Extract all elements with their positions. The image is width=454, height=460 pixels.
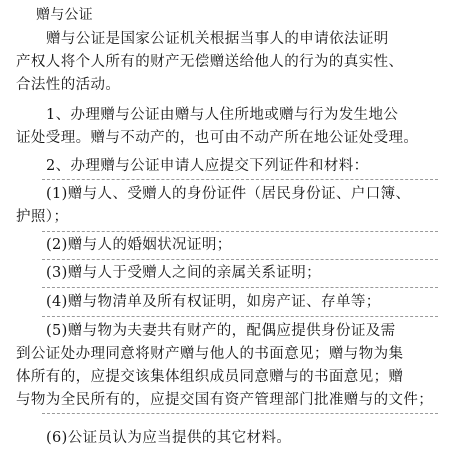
list-item-line: (6)公证员认为应当提供的其它材料。	[46, 430, 292, 446]
list-item-line: (5)赠与物为夫妻共有财产的，配偶应提供身份证及需	[46, 323, 396, 339]
intro-line: 赠与公证是国家公证机关根据当事人的申请依法证明	[46, 31, 389, 47]
list-item-line: 与物为全民所有的，应提交国有资产管理部门批准赠与的文件；	[16, 392, 434, 408]
intro-paragraph	[16, 28, 438, 97]
list-item	[16, 291, 438, 314]
dashed-divider	[42, 259, 438, 260]
list-item	[16, 234, 438, 257]
list-item	[16, 262, 438, 285]
list-item-line: 到公证处办理同意将财产赠与他人的书面意见；赠与物为集	[16, 346, 404, 362]
dashed-divider	[42, 287, 438, 288]
section-paragraph	[16, 104, 438, 150]
list-item	[16, 427, 438, 450]
dashed-divider	[42, 413, 438, 414]
intro-line: 产权人将个人所有的财产无偿赠送给他人的行为的真实性、	[16, 54, 404, 70]
dashed-divider	[42, 179, 438, 180]
section-line: 2、办理赠与公证申请人应提交下列证件和材料：	[46, 158, 369, 174]
section-line: 1、办理赠与公证由赠与人住所地或赠与行为发生地公	[46, 107, 399, 123]
list-item-line: (4)赠与物清单及所有权证明，如房产证、存单等；	[46, 294, 381, 310]
list-item	[16, 320, 438, 412]
section-paragraph	[16, 155, 438, 178]
list-item	[16, 183, 438, 229]
list-item-line: 体所有的，应提交该集体组织成员同意赠与的书面意见；赠	[16, 369, 404, 385]
list-item-line: (3)赠与人于受赠人之间的亲属关系证明；	[46, 265, 322, 281]
document-title: 赠与公证	[36, 7, 93, 23]
dashed-divider	[42, 231, 438, 232]
list-item-line: (2)赠与人的婚姻状况证明；	[46, 237, 232, 253]
list-item-line: 护照）；	[16, 209, 69, 225]
list-item-line: (1)赠与人、受赠人的身份证件（居民身份证、户口簿、	[46, 186, 411, 202]
section-line: 证处受理。赠与不动产的，也可由不动产所在地公证处受理。	[16, 130, 419, 146]
intro-line: 合法性的活动。	[16, 77, 121, 93]
dashed-divider	[42, 316, 438, 317]
